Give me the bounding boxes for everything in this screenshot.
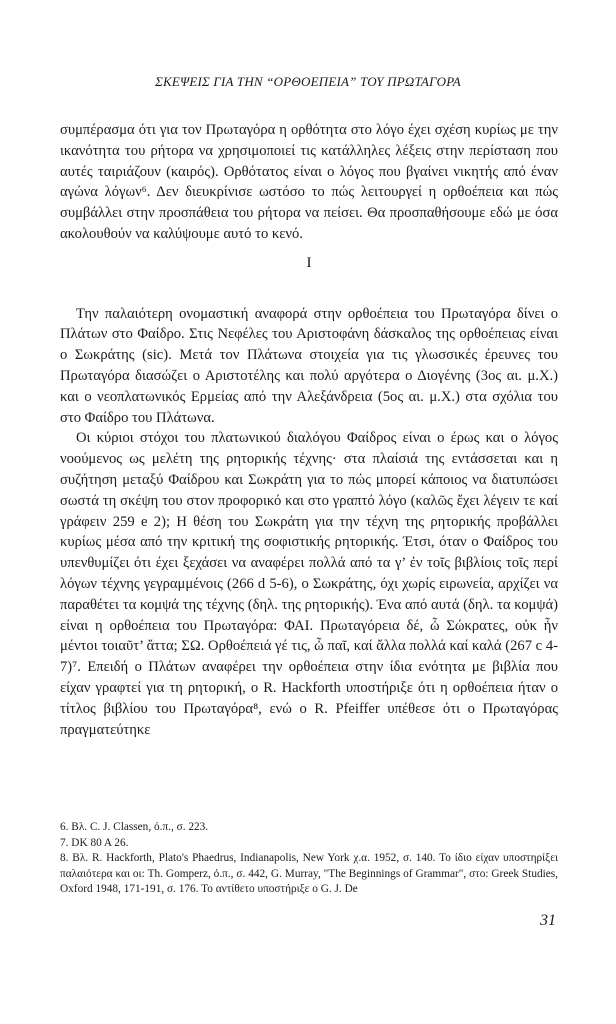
- page-number: 31: [540, 912, 556, 929]
- main-text: [60, 120, 558, 740]
- section-number: I: [306, 254, 312, 271]
- paragraph-3: Οι κύριοι στόχοι του πλατωνικού διαλόγου Φαίδρος είναι ο έρως και ο λόγος νοούμενος ως μελέτη της ρητορικής τέχνης· στα πλαίσιά της εντάσσεται και η συζήτηση μεταξύ Φαίδρου και Σωκράτη για το πώς μπορεί κάποιος να διατυπώσει σωστά τη σκέψη του στον προφορικό και στο γραπτό λόγο (καλῶς ἔχει λέγειν τε καί γράφειν 259 e 2); Η θέση του Σωκράτη για την τέχνη της ρητορικής προβάλλει κυρίως μέσα από την κριτική της σοφιστικής ρητορικής. Έτσι, όταν ο Φαίδρος του υπενθυμίζει ότι έχει ξεχάσει να αναφέρει πολλά από τα γ’ ἐν τοῖς βιβλίοις τοῖς περί λόγων τέχνης γεγραμμένοις (266 d 5-6), ο Σωκράτης, όχι χωρίς ειρωνεία, αρχίζει να παραθέτει τα κομψά της τέχνης (δηλ. της ρητορικής). Ένα από αυτά (δηλ. τα κομψά) είναι η ορθοέπεια του Πρωταγόρα: ΦΑΙ. Πρωταγόρεια δέ, ὦ Σώκρατες, οὐκ ἦν μέντοι τοιαῦτ’ ἄττα; ΣΩ. Ορθοέπειά γέ τις, ὦ παῖ, καί ἄλλα πολλά καί καλά (267 c 4-7)⁷. Επειδή ο Πλάτων αναφέρει την ορθοέπεια στην ίδια ενότητα με βιβλία που είχαν γραφτεί για τη ρητορική, ο R. Hackforth υποστήριξε ότι η ορθοέπεια ήταν ο τίτλος βιβλίου του Πρωταγόρα⁸, ενώ ο R. Pfeiffer υπέθεσε ότι ο Πρωταγόρας πραγματεύτηκε: [60, 430, 558, 738]
- paragraph-1: συμπέρασμα ότι για τον Πρωταγόρα η ορθότητα στο λόγο έχει σχέση κυρίως με την ικανότητα του ρήτορα να χρησιμοποιεί τις κατάλληλες λέξεις στην περίσταση που αυτές ταιριάζουν (καιρός). Ορθότατος είναι ο λόγος που βγαίνει νικητής από έναν αγώνα λόγων⁶. Δεν διευκρίνισε ωστόσο το πώς λειτουργεί η ορθοέπεια και πώς συμβάλλει στην προσπάθεια του ρήτορα να πείσει. Θα προσπαθήσουμε εδώ με όσα ακολουθούν να καλύψουμε αυτό το κενό.: [60, 122, 558, 242]
- running-title: ΣΚΕΨΕΙΣ ΓΙΑ ΤΗΝ “ΟΡΘΟΕΠΕΙΑ” ΤΟΥ ΠΡΩΤΑΓΟΡΑ: [155, 74, 461, 89]
- paragraph-2: Την παλαιότερη ονομαστική αναφορά στην ορθοέπεια του Πρωταγόρα δίνει ο Πλάτων στο Φαίδρο. Στις Νεφέλες του Αριστοφάνη δάσκαλος της ορθοέπειας είναι ο Σωκράτης (sic). Μετά τον Πλάτωνα στοιχεία για τις γλωσσικές έρευνες του Πρωταγόρα διασώζει ο Αριστοτέλης και πολύ αργότερα ο Διογένης (3ος αι. μ.Χ.) και ο νεοπλατωνικός Ερμείας από την Αλεξάνδρεια (5ος αι. μ.Χ.) στα σχόλια του στο Φαίδρο του Πλάτωνα.: [60, 305, 558, 426]
- footnotes: [60, 820, 558, 898]
- footnote-6: 6. Βλ. C. J. Classen, ό.π., σ. 223.: [60, 821, 209, 833]
- footnote-7: 7. DK 80 A 26.: [60, 836, 129, 849]
- footnote-8: 8. Βλ. R. Hackforth, Plato's Phaedrus, Indianapolis, New York χ.α. 1952, σ. 140. Το ίδιο είχαν υποστηρίξει παλαιότερα και οι: Th. Gomperz, ό.π., σ. 442, G. Murray, "The Beginnings of Grammar", στο: Greek Studies, Oxford 1948, 171-191, σ. 176. Το αντίθετο υποστήριξε ο G. J. De: [60, 852, 558, 895]
